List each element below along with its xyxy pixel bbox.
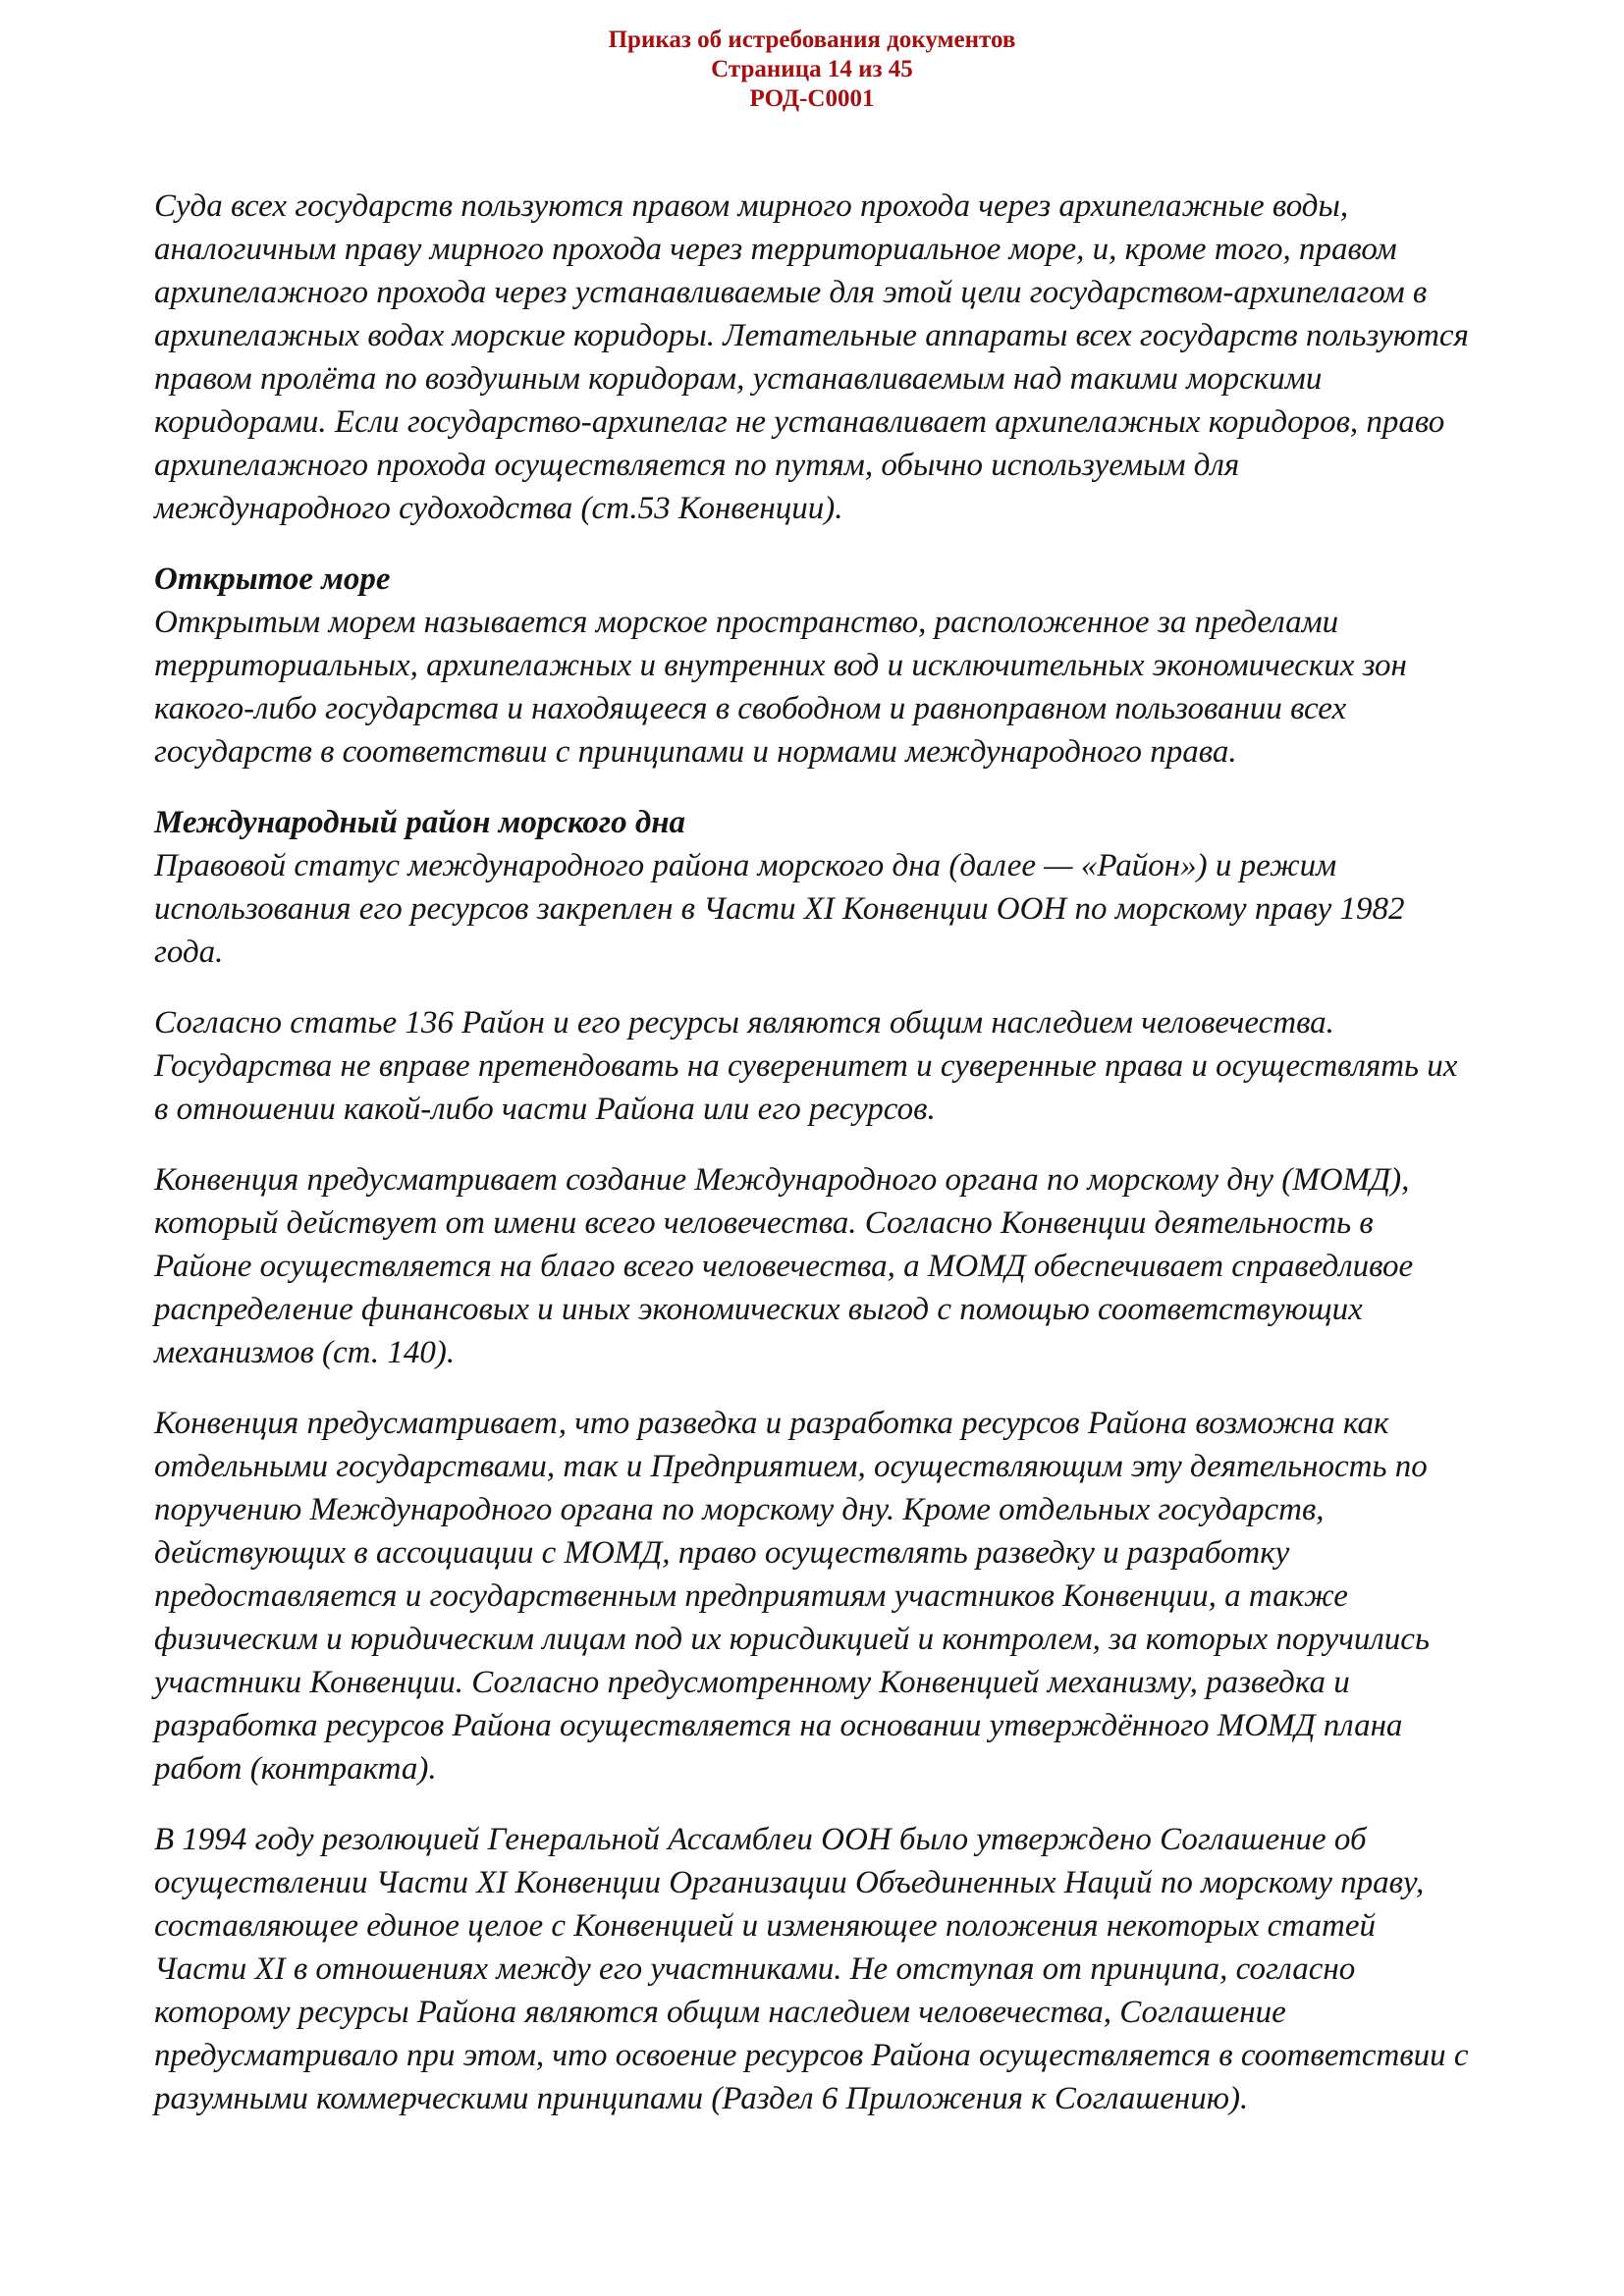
document-title: Приказ об истребования документов [608, 27, 1016, 53]
body-paragraph: В 1994 году резолюцией Генеральной Ассамблеи ООН было утверждено Соглашение об осуществлении Части XI Конвенции Организации Объединенных Наций по морскому праву, составляющее единое целое с Конвенцией и изменяющее положения некоторых статей Части XI в отношениях между его участниками. Не отступая от принципа, согласно которому ресурсы Района являются общим наследием человечества, Соглашение предусматривало при этом, что освоение ресурсов Района осуществляется в соответствии с разумными коммерческими принципами (Раздел 6 Приложения к Соглашению). [154, 1822, 1469, 2116]
section-heading: Международный район морского дна [154, 805, 686, 840]
document-body [154, 185, 1470, 2120]
body-paragraph: Суда всех государств пользуются правом мирного прохода через архипелажные воды, аналогичным праву мирного прохода через территориальное море, и, кроме того, правом архипелажного прохода через устанавливаемые для этой цели государством-архипелагом в архипелажных водах морские коридоры. Летательные аппараты всех государств пользуются правом пролёта по воздушным коридорам, устанавливаемым над такими морскими коридорами. Если государство-архипелаг не устанавливает архипелажных коридоров, право архипелажного прохода осуществляется по путям, обычно используемым для международного судоходства (ст.53 Конвенции). [154, 188, 1469, 526]
document-header [154, 26, 1470, 114]
body-paragraph: Конвенция предусматривает, что разведка и разработка ресурсов Района возможна как отдельными государствами, так и Предприятием, осуществляющим эту деятельность по поручению Международного органа по морскому дну. Кроме отдельных государств, действующих в ассоциации с МОМД, право осуществлять разведку и разработку предоставляется и государственным предприятиям участников Конвенции, а также физическим и юридическим лицам под их юрисдикцией и контролем, за которых поручились участники Конвенции. Согласно предусмотренному Конвенцией механизму, разведка и разработка ресурсов Района осуществляется на основании утверждённого МОМД плана работ (контракта). [154, 1406, 1430, 1787]
body-paragraph: Правовой статус международного района морского дна (далее — «Район») и режим использования его ресурсов закреплен в Части XI Конвенции ООН по морскому праву 1982 года. [154, 848, 1405, 970]
section-heading: Открытое море [154, 561, 391, 597]
body-paragraph: Согласно статье 136 Район и его ресурсы являются общим наследием человечества. Государства не вправе претендовать на суверенитет и суверенные права и осуществлять их в отношении какой-либо части Района или его ресурсов. [154, 1005, 1458, 1127]
body-paragraph: Открытым морем называется морское пространство, расположенное за пределами территориальных, архипелажных и внутренних вод и исключительных экономических зон какого-либо государства и находящееся в свободном и равноправном пользовании всех государств в соответствии с принципами и нормами международного права. [154, 605, 1407, 770]
body-paragraph: Конвенция предусматривает создание Международного органа по морскому дну (МОМД), который действует от имени всего человечества. Согласно Конвенции деятельность в Районе осуществляется на благо всего человечества, а МОМД обеспечивает справедливое распределение финансовых и иных экономических выгод с помощью соответствующих механизмов (ст. 140). [154, 1162, 1414, 1370]
document-id: РОД-С0001 [749, 85, 875, 112]
page-number: Страница 14 из 45 [711, 56, 913, 82]
